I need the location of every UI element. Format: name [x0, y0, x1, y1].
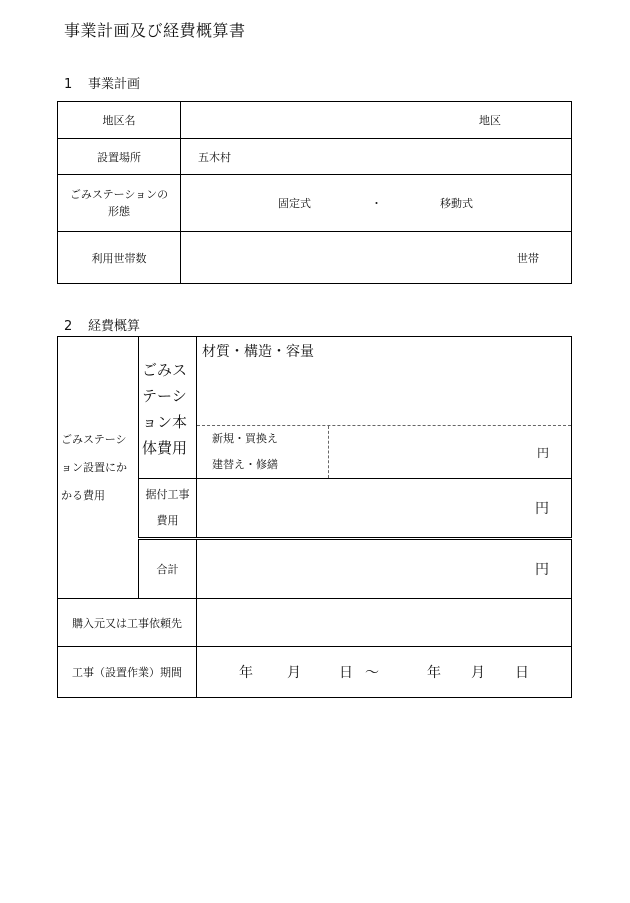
vendor-label: 購入元又は工事依頼先: [58, 599, 197, 647]
station-type-label-line1: ごみステーションの: [69, 188, 169, 201]
cost-group-label-line2: ョン設置にか: [61, 460, 127, 474]
cost-estimate-table: [57, 336, 572, 698]
yen-unit-1: 円: [536, 445, 549, 460]
households-unit: 世帯: [517, 251, 539, 265]
location-row: [58, 139, 572, 175]
document-title: 事業計画及び経費概算書: [64, 21, 246, 40]
business-plan-table: [57, 101, 572, 284]
station-type-row: [58, 175, 572, 232]
body-cost-label-line1: ごみス: [142, 361, 188, 379]
households-label: 利用世帯数: [58, 232, 181, 284]
body-cost-label-line2: テーシ: [142, 387, 187, 405]
period-month-1: 月: [287, 665, 301, 681]
body-cost-options: [197, 426, 329, 478]
cost-group-label-line3: かる費用: [61, 488, 105, 502]
body-cost-value-cell: [197, 426, 572, 479]
station-type-value-cell: [181, 175, 572, 232]
total-label: 合計: [139, 539, 197, 599]
type-separator: ・: [371, 197, 382, 210]
period-day-2: 日: [515, 665, 529, 681]
yen-unit-3: 円: [535, 562, 549, 578]
option-rebuild[interactable]: 建替え・修繕: [212, 458, 278, 471]
body-cost-amount-cell[interactable]: [329, 426, 572, 478]
body-cost-label-line4: 体費用: [142, 439, 188, 457]
body-cost-inner: [197, 426, 571, 478]
period-year-1: 年: [239, 665, 253, 681]
period-month-2: 月: [471, 665, 485, 681]
district-suffix: 地区: [479, 114, 501, 127]
households-row: [58, 232, 572, 284]
section1-heading: [64, 73, 140, 92]
vendor-value-cell[interactable]: [197, 599, 572, 647]
install-label-line1: 据付工事: [145, 488, 190, 501]
district-label: 地区名: [58, 102, 181, 139]
period-tilde: ～: [365, 665, 379, 681]
section1-number: 1: [64, 77, 73, 92]
install-label-line2: 費用: [156, 514, 179, 527]
install-label: [139, 479, 197, 539]
install-amount-cell[interactable]: [197, 479, 572, 539]
district-row: [58, 102, 572, 139]
type-mobile-option[interactable]: 移動式: [440, 197, 473, 210]
period-label: 工事（設置作業）期間: [58, 647, 197, 698]
yen-unit-2: 円: [535, 501, 549, 517]
total-amount-cell[interactable]: [197, 539, 572, 599]
location-value-cell[interactable]: [181, 139, 572, 175]
households-value-cell[interactable]: [181, 232, 572, 284]
period-value-cell[interactable]: [197, 647, 572, 698]
section2-heading: [64, 315, 140, 334]
vendor-row: [58, 599, 572, 647]
body-cost-label: [139, 337, 197, 479]
period-year-2: 年: [427, 665, 441, 681]
district-value-cell[interactable]: [181, 102, 572, 139]
station-type-label: [58, 175, 181, 232]
material-cell[interactable]: [197, 337, 572, 426]
material-label: 材質・構造・容量: [202, 344, 314, 360]
section1-title: 事業計画: [88, 77, 141, 92]
cost-group-label: [58, 337, 139, 599]
location-value: 五木村: [198, 150, 231, 164]
station-type-label-line2: 形態: [108, 205, 130, 218]
cost-group-label-line1: ごみステーシ: [61, 432, 127, 446]
type-fixed-option[interactable]: 固定式: [278, 197, 311, 210]
period-row: [58, 647, 572, 698]
period-day-1: 日: [339, 665, 353, 681]
body-cost-label-line3: ョン本: [142, 413, 188, 431]
option-new[interactable]: 新規・買換え: [212, 432, 278, 445]
material-row: [58, 337, 572, 426]
section2-number: 2: [64, 319, 73, 334]
section2-title: 経費概算: [88, 319, 141, 334]
location-label: 設置場所: [58, 139, 181, 175]
